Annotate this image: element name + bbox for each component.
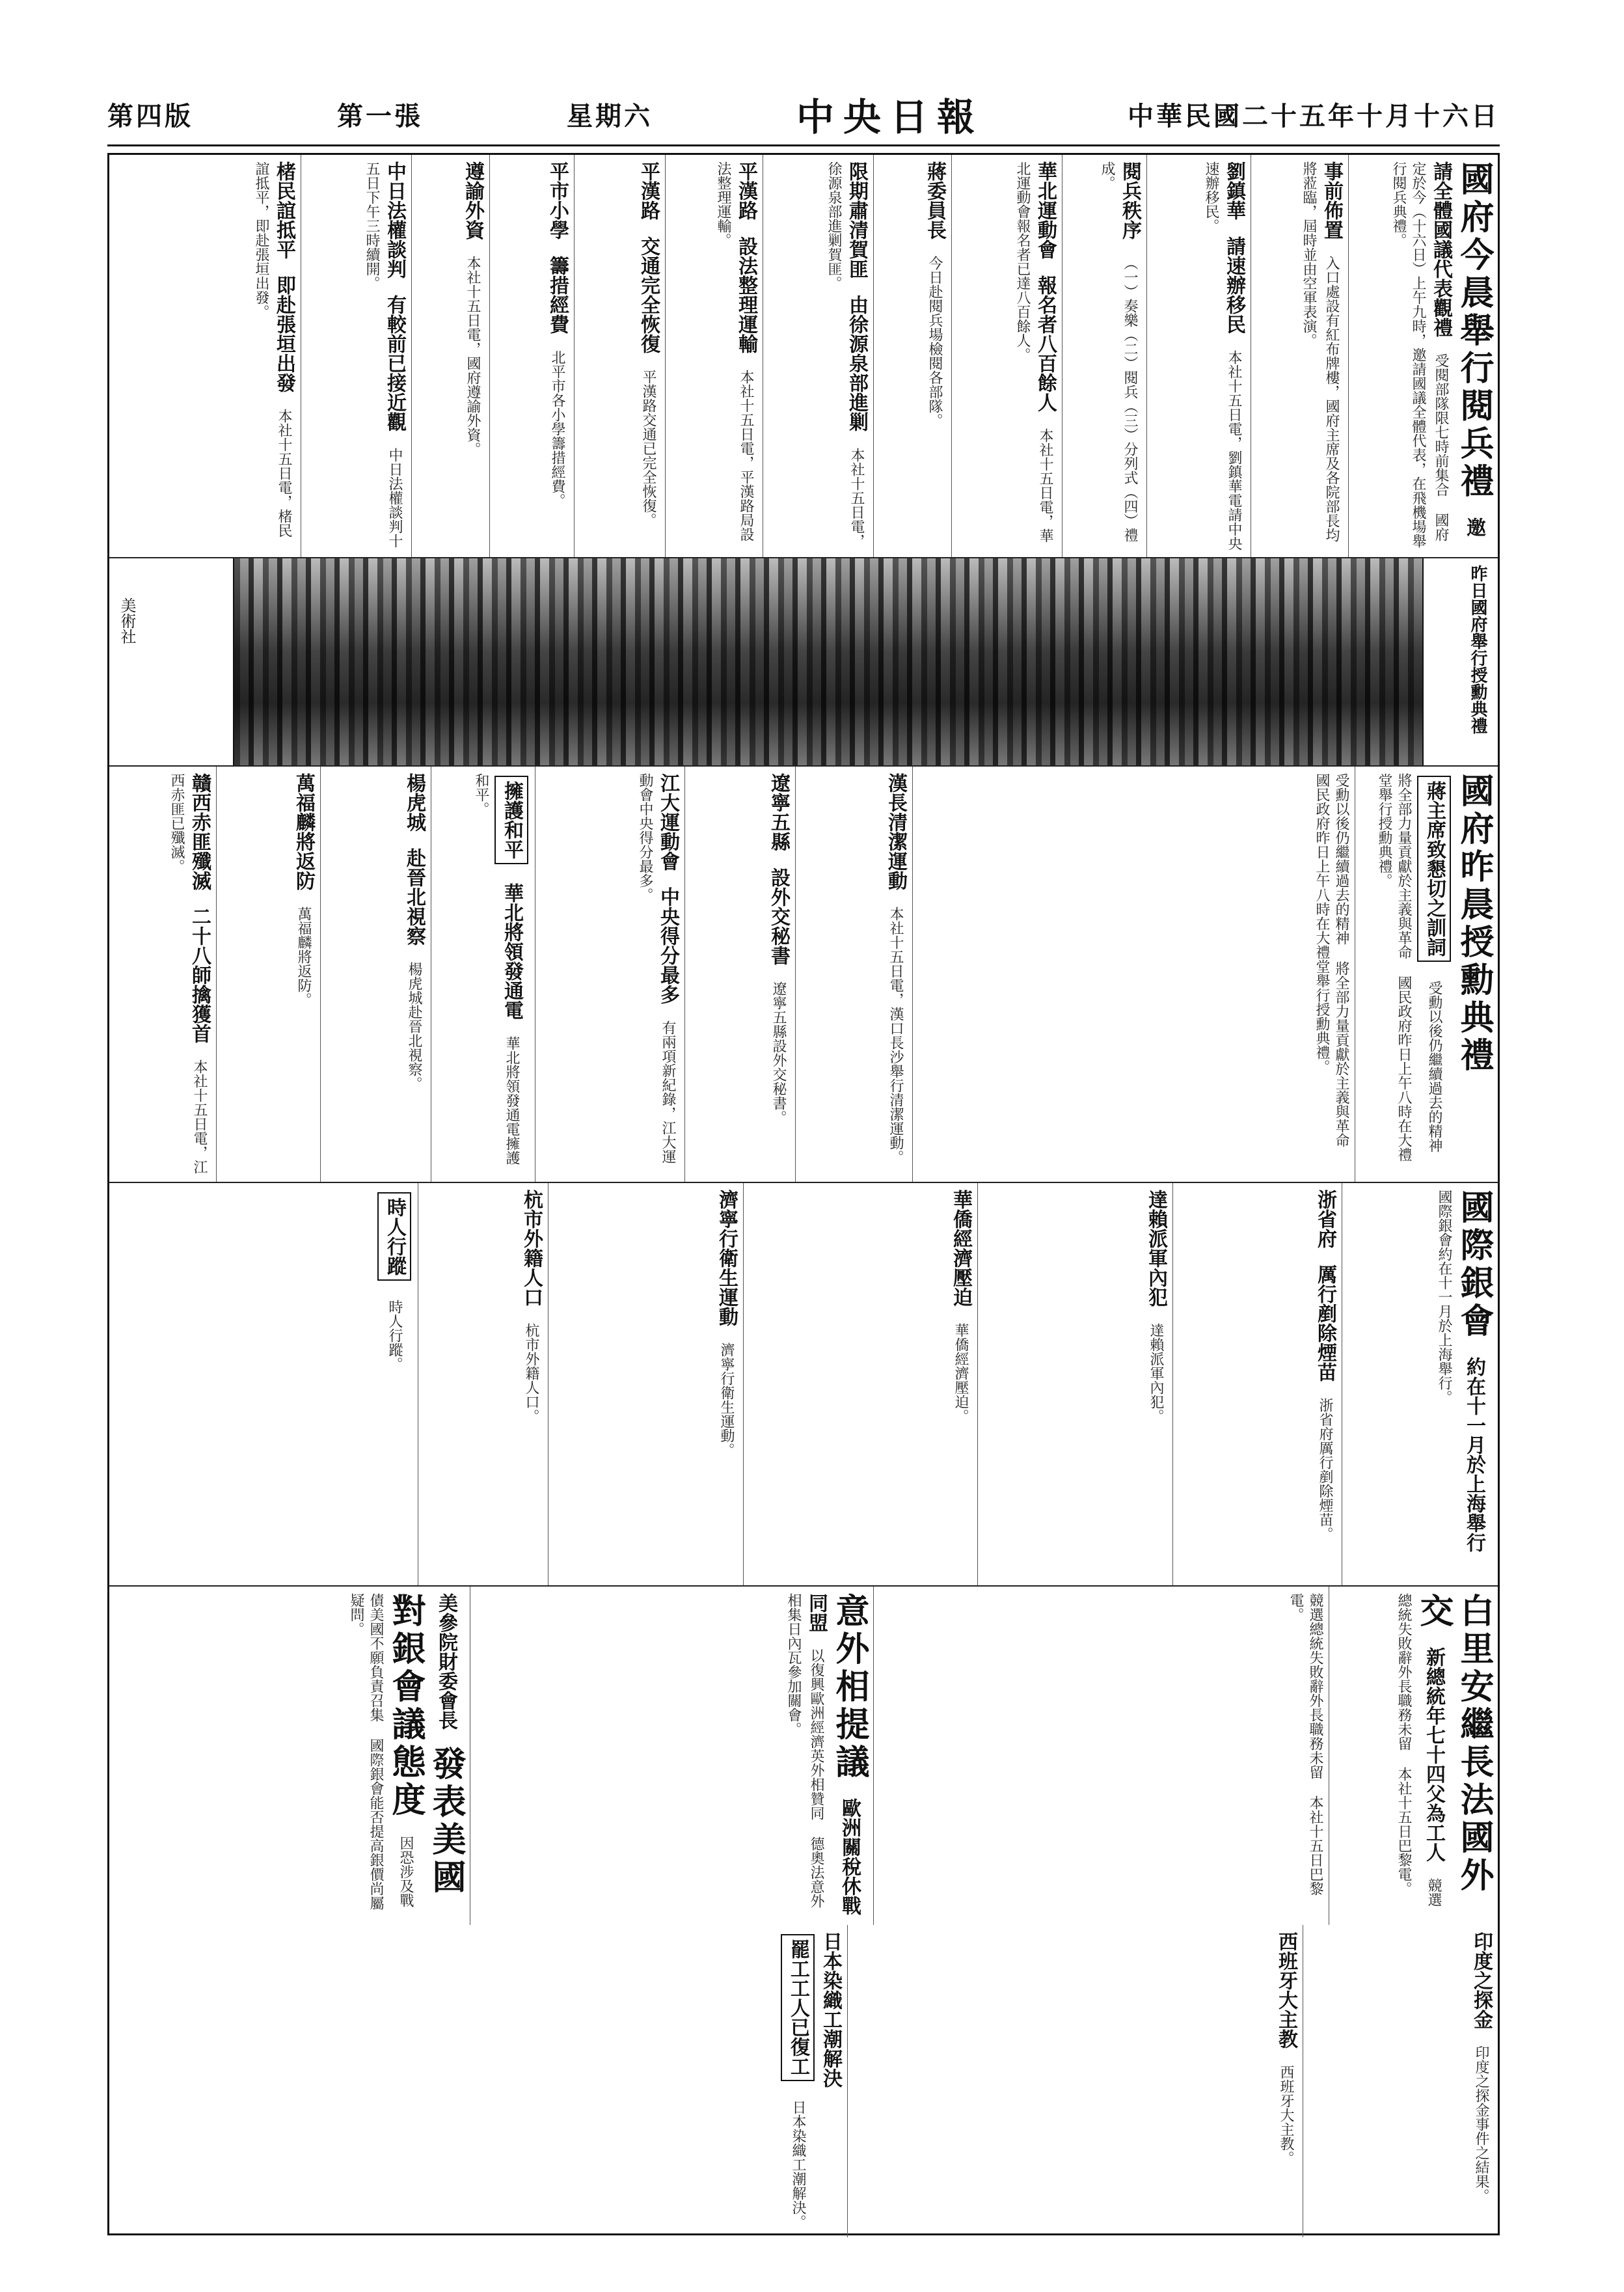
article-body: （一）奏樂（二）閱兵（三）分列式（四）禮成。	[1099, 161, 1138, 542]
masthead-date: 中華民國二十五年十月十六日	[1127, 100, 1500, 131]
article-subhead: 赴晉北視察	[403, 848, 426, 946]
article-japan-textile-strike	[109, 1925, 847, 2237]
article-subhead: 籌措經費	[546, 256, 569, 334]
masthead-rule	[107, 144, 1500, 146]
ceremony-photo	[233, 558, 1424, 765]
article-headline: 閱兵秩序	[1118, 161, 1141, 239]
article-body: 遼寧五縣設外交秘書。	[770, 981, 787, 1125]
article-body: 萬福麟將返防。	[295, 907, 312, 1007]
article-yang-hucheng	[320, 767, 431, 1182]
article-preparation	[1251, 155, 1348, 557]
article-headline: 事前佈置	[1320, 161, 1343, 239]
article-headline: 國府今晨舉行閱兵禮	[1454, 161, 1493, 501]
article-headline: 平漢路	[735, 161, 757, 220]
article-briand	[1329, 1587, 1498, 1925]
article-body: 杭市外籍人口。	[523, 1323, 539, 1423]
article-subhead: 由徐源泉部進剿	[845, 295, 868, 431]
article-body: 本社十五日電，徐源泉部進剿賀匪。	[826, 161, 865, 548]
article-tariff-truce	[470, 1587, 873, 1925]
article-subhead: 設法整理運輸	[735, 236, 757, 353]
article-headline: 浙省府	[1314, 1190, 1336, 1248]
article-hankou-cleanliness	[795, 767, 912, 1182]
article-body: 本社十五日電，楮民誼抵平，即赴張垣出發。	[253, 161, 292, 538]
article-body: 楊虎城赴晉北視察。	[406, 962, 422, 1091]
article-headline: 國際銀會	[1454, 1190, 1493, 1341]
article-headline: 白里安繼長法國外交	[1414, 1593, 1493, 1895]
article-chiang	[873, 155, 951, 557]
article-dalai-troops	[977, 1183, 1172, 1585]
article-body: 印度之探金事件之結果。	[1473, 2045, 1489, 2203]
article-liaoning-counties	[684, 767, 795, 1182]
article-support-peace	[431, 767, 535, 1182]
article-body: 本社十五日電，江西赤匪已殲滅。	[169, 773, 208, 1174]
article-subhead: 中央得分最多	[656, 887, 679, 1004]
article-decoration-text	[912, 767, 1355, 1182]
article-foreign-capital	[411, 155, 489, 557]
article-body: 時人行蹤。	[386, 1300, 403, 1371]
masthead-weekday: 星期六	[566, 100, 653, 131]
domestic-news-band	[109, 1183, 1498, 1587]
article-headline: 遼寧五縣	[767, 773, 790, 851]
article-subhead: 歐洲關稅休戰同盟	[805, 1593, 861, 1915]
article-peiping-schools	[489, 155, 574, 557]
article-headline: 意外相提議	[830, 1593, 869, 1782]
article-body: 中日法權談判十五日下午三時續開。	[364, 161, 403, 548]
article-headline: 華北運動會	[1034, 161, 1057, 259]
article-north-china-games	[951, 155, 1062, 557]
article-body: 本社十五日電，平漢路局設法整理運輸。	[715, 161, 754, 541]
article-body: 以復興歐洲經濟英外相贊同 德奧法意外相集日內瓦參加關會。	[785, 1593, 824, 1908]
article-body: 本社十五日電，漢口長沙舉行清潔運動。	[887, 907, 904, 1164]
article-pinghan-restored	[574, 155, 665, 557]
article-pinghan-transport	[665, 155, 763, 557]
article-subhead: 二十八師擒獲首	[188, 907, 211, 1043]
article-sino-japanese-talks	[301, 155, 411, 557]
article-body: 北平市各小學籌措經費。	[549, 350, 565, 508]
decoration-news-band	[109, 767, 1498, 1183]
article-decoration	[1355, 767, 1498, 1182]
masthead-paper-name: 中央日報	[796, 95, 984, 139]
newspaper-page	[107, 153, 1500, 2235]
article-chu-minyi	[109, 155, 301, 557]
article-body: 國際銀會約在十一月於上海舉行。	[1436, 1190, 1452, 1404]
article-liu-zhenhua	[1146, 155, 1251, 557]
article-headline: 時人行蹤	[377, 1192, 411, 1281]
masthead	[107, 88, 1500, 140]
article-body: 華僑經濟壓迫。	[953, 1323, 969, 1423]
article-headline: 中日法權談判	[383, 161, 406, 279]
article-headline: 贛西赤匪殲滅	[188, 773, 211, 890]
article-headline: 西班牙大主教	[1275, 1931, 1297, 2049]
photo-band	[109, 558, 1498, 767]
article-headline: 國府昨晨授勳典禮	[1454, 773, 1493, 1075]
article-headline: 濟寧行衛生運動	[715, 1190, 738, 1326]
article-body: 因恐涉及戰債美國不願負責召集 國際銀會能否提高銀價尚屬疑問。	[348, 1593, 414, 1910]
masthead-section: 第一張	[336, 100, 423, 131]
article-hangzhou-foreigners	[418, 1183, 548, 1585]
article-body: 今日赴閱兵場檢閱各部隊。	[927, 256, 943, 428]
article-subhead: 即赴張垣出發	[273, 275, 295, 392]
article-subhead: 請速辦移民	[1223, 236, 1245, 334]
article-subhead: 設外交秘書	[767, 867, 790, 965]
article-body: 本社十五日電，國府遵諭外資。	[465, 256, 481, 456]
article-body: 競選總統失敗辭外長職務未留 本社十五日巴黎電。	[1288, 1593, 1323, 1896]
article-headline: 華僑經濟壓迫	[949, 1190, 972, 1307]
article-subhead: 邀請全體國議代表觀禮	[1429, 161, 1485, 537]
article-jining-hygiene	[548, 1183, 743, 1585]
article-headline: 劉鎮華	[1223, 161, 1245, 220]
article-headline: 楮民誼抵平	[273, 161, 295, 259]
article-headline: 蔣委員長	[923, 161, 946, 239]
article-opium-eradication	[1172, 1183, 1342, 1585]
article-headline: 印度之探金	[1470, 1931, 1493, 2029]
foreign-news-band	[109, 1587, 1498, 2237]
article-body: 入口處設有紅布牌樓，國府主席及各院部長均將蒞臨，屆時並由空軍表演。	[1301, 161, 1340, 542]
article-subhead: 厲行剷除煙苗	[1314, 1264, 1336, 1382]
article-subhead: 罷工工人已復工	[781, 1934, 815, 2081]
article-headline: 擁護和平	[494, 776, 528, 864]
article-subhead: 新總統年七十四父為工人	[1422, 1647, 1445, 1862]
article-india-gold	[1303, 1925, 1498, 2237]
article-headline: 日本染織工潮解決	[819, 1931, 842, 2088]
article-briand-text	[873, 1587, 1329, 1925]
article-body: 競選總統失敗辭外長職務未留 本社十五日巴黎電。	[1396, 1593, 1442, 1907]
article-subhead: 報名者八百餘人	[1034, 275, 1057, 412]
photo-credit: 美術社	[118, 597, 136, 644]
article-headline: 漢長清潔運動	[884, 773, 907, 890]
article-body: 本社十五日電，華北運動會報名者已達八百餘人。	[1014, 161, 1053, 543]
article-body: 有兩項新紀錄，江大運動會中央得分最多。	[637, 773, 676, 1164]
article-body: 華北將領發通電擁護和平。	[473, 773, 520, 1165]
article-headline: 達賴派軍內犯	[1144, 1190, 1167, 1307]
article-body: 受勳以後仍繼續過去的精神 將全部力量貢獻於主義與革命 國民政府昨日上午八時在大禮堂舉行授勳典禮。	[1314, 773, 1349, 1147]
article-headline: 平市小學	[546, 161, 569, 239]
article-headline: 限期肅清賀匪	[845, 161, 868, 279]
article-spanish-archbishop	[847, 1925, 1303, 2237]
article-body: 平漢路交通已完全恢復。	[640, 370, 656, 527]
article-overseas-chinese	[743, 1183, 977, 1585]
article-body: 濟寧行衛生運動。	[718, 1343, 735, 1457]
article-bandit-suppression	[763, 155, 873, 557]
article-wan-fulin	[216, 767, 320, 1182]
article-subhead: 華北將領發通電	[500, 883, 523, 1020]
article-people-movements	[109, 1183, 418, 1585]
article-subhead: 有較前已接近觀	[383, 295, 406, 431]
article-subhead: 約在十一月於上海舉行	[1463, 1357, 1485, 1552]
top-news-band	[109, 155, 1498, 558]
article-headline: 楊虎城	[403, 773, 426, 832]
masthead-page: 第四版	[107, 100, 193, 131]
article-jiangxi-bandits	[109, 767, 216, 1182]
article-body: 本社十五日電，劉鎮華電請中央速辦移民。	[1203, 161, 1242, 551]
article-headline: 平漢路	[637, 161, 660, 220]
article-parade-order	[1062, 155, 1146, 557]
article-headline: 萬福麟將返防	[292, 773, 315, 890]
article-jiangda-games	[535, 767, 684, 1182]
article-headline: 遵諭外資	[461, 161, 484, 239]
article-kicker: 美參院財委會長	[435, 1593, 457, 1730]
photo-caption: 昨日國府舉行授勳典禮	[1468, 565, 1487, 734]
article-subhead: 蔣主席致懇切之訓詞	[1417, 776, 1451, 962]
article-review-parade	[1348, 155, 1498, 557]
article-subhead: 交通完全恢復	[637, 236, 660, 353]
article-silver-conference	[1342, 1183, 1498, 1585]
article-body: 受勳以後仍繼續過去的精神 將全部力量貢獻於主義與革命 國民政府昨日上午八時在大禮堂舉行授勳典禮。	[1376, 773, 1442, 1162]
article-body: 西班牙大主教。	[1278, 2065, 1294, 2165]
article-headline: 杭市外籍人口	[520, 1190, 543, 1307]
article-body: 受閱部隊限七時前集合 國府定於今（十六日）上午九時，邀請國議全體代表，在飛機場舉行閱兵典禮。	[1390, 161, 1449, 548]
article-body: 浙省府厲行剷除煙苗。	[1317, 1398, 1333, 1541]
article-body: 達賴派軍內犯。	[1148, 1323, 1164, 1423]
article-body: 日本染織工潮解決。	[790, 2100, 806, 2229]
article-us-silver	[109, 1587, 470, 1925]
article-headline: 發表美國對銀會議態度	[386, 1593, 465, 1897]
article-headline: 江大運動會	[656, 773, 679, 871]
